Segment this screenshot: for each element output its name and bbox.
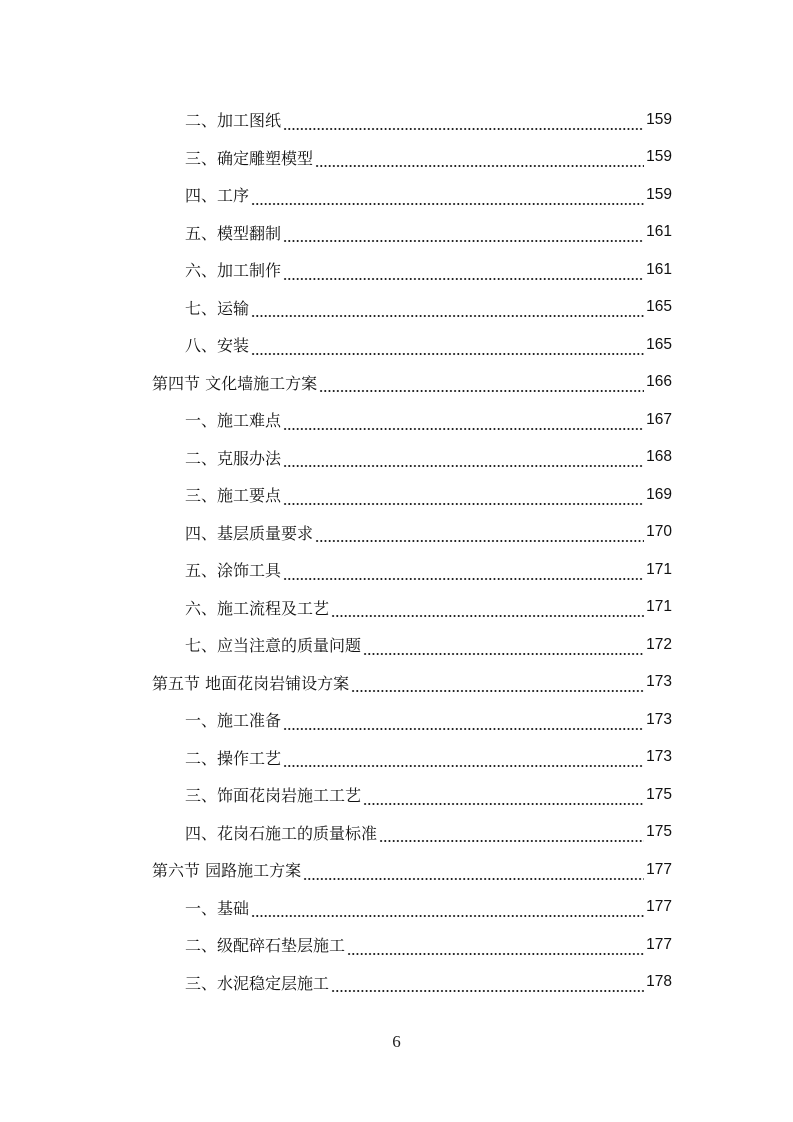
toc-entry-page: 167 (646, 410, 672, 428)
toc-entry-title: 一、施工难点 (185, 408, 283, 431)
toc-entry[interactable] (0, 101, 672, 139)
toc-section-entry[interactable] (0, 664, 672, 702)
dot-leader (251, 188, 644, 206)
toc-entry-title: 第六节 园路施工方案 (152, 858, 303, 881)
dot-leader (251, 338, 644, 356)
toc-entry-page: 161 (646, 260, 672, 278)
dot-leader (283, 713, 644, 731)
toc-entry-title: 第四节 文化墙施工方案 (152, 371, 319, 394)
toc-entry[interactable] (0, 401, 672, 439)
toc-entry-title: 二、级配碎石垫层施工 (185, 933, 347, 956)
toc-entry-page: 161 (646, 223, 672, 241)
dot-leader (319, 375, 644, 393)
toc-entry-page: 165 (646, 335, 672, 353)
dot-leader (331, 975, 644, 993)
toc-entry-title: 二、加工图纸 (185, 108, 283, 131)
toc-entry-page: 173 (646, 710, 672, 728)
toc-entry-title: 三、水泥稳定层施工 (185, 971, 331, 994)
toc-entry[interactable] (0, 776, 672, 814)
dot-leader (283, 488, 644, 506)
toc-entry-title: 五、涂饰工具 (185, 558, 283, 581)
toc-entry-page: 169 (646, 485, 672, 503)
toc-entry[interactable] (0, 814, 672, 852)
dot-leader (283, 113, 644, 131)
toc-entry-title: 四、工序 (185, 183, 251, 206)
toc-entry-page: 171 (646, 560, 672, 578)
dot-leader (315, 525, 644, 543)
toc-entry-page: 173 (646, 673, 672, 691)
toc-entry-title: 八、安装 (185, 333, 251, 356)
toc-entry-page: 171 (646, 598, 672, 616)
toc-entry[interactable] (0, 589, 672, 627)
toc-entry-page: 175 (646, 823, 672, 841)
dot-leader (283, 413, 644, 431)
table-of-contents (0, 101, 793, 1001)
toc-entry-title: 四、花岗石施工的质量标准 (185, 821, 379, 844)
toc-entry-page: 159 (646, 110, 672, 128)
toc-entry-page: 177 (646, 898, 672, 916)
dot-leader (351, 675, 644, 693)
toc-entry-title: 五、模型翻制 (185, 221, 283, 244)
toc-entry[interactable] (0, 889, 672, 927)
dot-leader (283, 225, 644, 243)
toc-entry-page: 159 (646, 185, 672, 203)
toc-entry[interactable] (0, 701, 672, 739)
toc-entry[interactable] (0, 926, 672, 964)
toc-entry-title: 六、加工制作 (185, 258, 283, 281)
toc-entry-title: 三、饰面花岗岩施工工艺 (185, 783, 363, 806)
toc-entry-title: 四、基层质量要求 (185, 521, 315, 544)
toc-entry-title: 六、施工流程及工艺 (185, 596, 331, 619)
toc-entry[interactable] (0, 439, 672, 477)
toc-entry[interactable] (0, 476, 672, 514)
toc-entry-page: 168 (646, 448, 672, 466)
toc-section-entry[interactable] (0, 364, 672, 402)
toc-entry-page: 166 (646, 373, 672, 391)
toc-entry[interactable] (0, 176, 672, 214)
toc-entry-page: 159 (646, 148, 672, 166)
dot-leader (315, 150, 644, 168)
dot-leader (251, 900, 644, 918)
dot-leader (283, 750, 644, 768)
dot-leader (379, 825, 644, 843)
toc-entry-title: 三、确定雕塑模型 (185, 146, 315, 169)
dot-leader (283, 563, 644, 581)
toc-entry-page: 177 (646, 935, 672, 953)
dot-leader (283, 263, 644, 281)
toc-entry[interactable] (0, 251, 672, 289)
dot-leader (251, 300, 644, 318)
dot-leader (347, 938, 644, 956)
toc-entry-title: 二、操作工艺 (185, 746, 283, 769)
toc-entry[interactable] (0, 514, 672, 552)
toc-entry-title: 一、施工准备 (185, 708, 283, 731)
toc-entry-title: 七、运输 (185, 296, 251, 319)
toc-entry-title: 七、应当注意的质量问题 (185, 633, 363, 656)
dot-leader (303, 863, 644, 881)
toc-entry[interactable] (0, 551, 672, 589)
toc-entry[interactable] (0, 214, 672, 252)
toc-entry-page: 173 (646, 748, 672, 766)
toc-section-entry[interactable] (0, 851, 672, 889)
toc-entry[interactable] (0, 626, 672, 664)
toc-entry-title: 三、施工要点 (185, 483, 283, 506)
toc-entry-title: 二、克服办法 (185, 446, 283, 469)
toc-entry-page: 175 (646, 785, 672, 803)
page-number: 6 (392, 1032, 401, 1051)
dot-leader (283, 450, 644, 468)
toc-entry-page: 177 (646, 860, 672, 878)
toc-entry-page: 170 (646, 523, 672, 541)
toc-entry[interactable] (0, 326, 672, 364)
dot-leader (363, 788, 644, 806)
toc-entry-page: 178 (646, 973, 672, 991)
dot-leader (331, 600, 644, 618)
toc-entry-title: 第五节 地面花岗岩铺设方案 (152, 671, 351, 694)
toc-entry[interactable] (0, 964, 672, 1002)
toc-entry[interactable] (0, 739, 672, 777)
dot-leader (363, 638, 644, 656)
toc-entry[interactable] (0, 139, 672, 177)
toc-entry[interactable] (0, 289, 672, 327)
toc-entry-page: 172 (646, 635, 672, 653)
toc-entry-page: 165 (646, 298, 672, 316)
toc-entry-title: 一、基础 (185, 896, 251, 919)
